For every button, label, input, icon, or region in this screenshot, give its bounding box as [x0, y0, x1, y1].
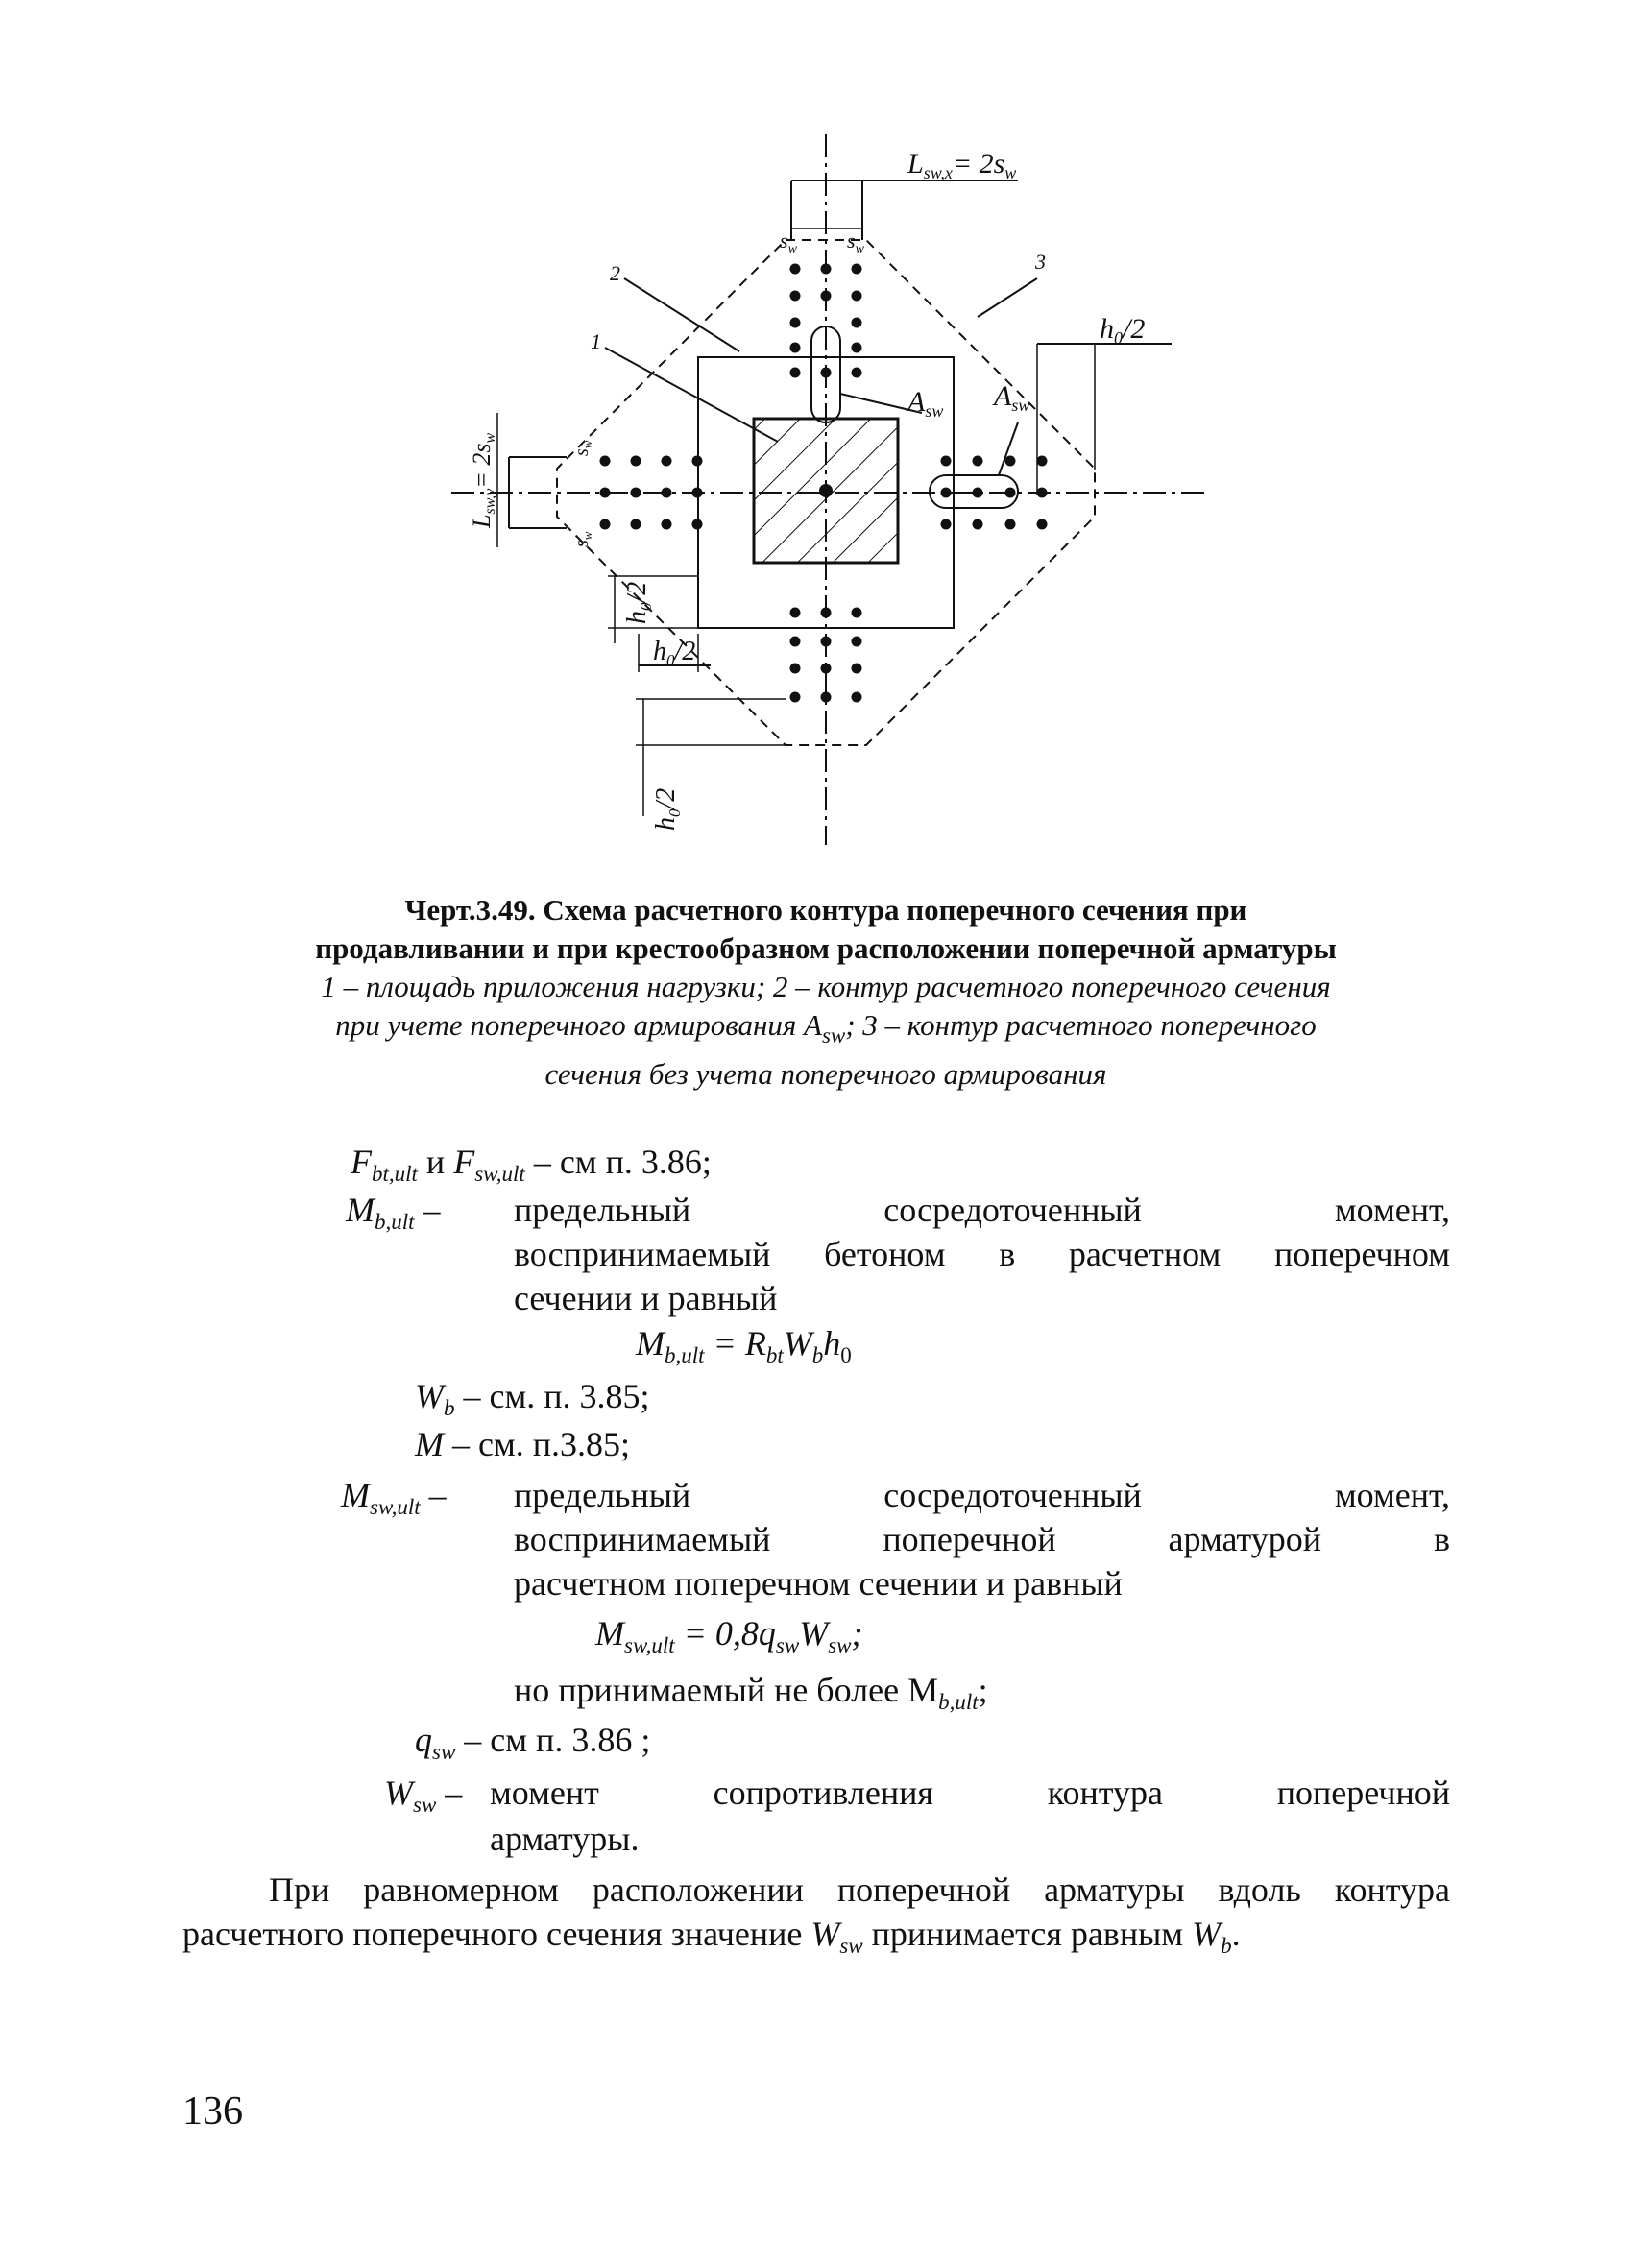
rebar-dot: [1037, 456, 1048, 467]
rebar-dot: [600, 488, 611, 498]
rebar-dot: [1005, 456, 1016, 467]
def-m: M – см. п.3.85;: [415, 1425, 631, 1463]
rebar-dot: [790, 318, 801, 328]
rebar-dot: [973, 519, 983, 530]
rebar-dot: [692, 488, 703, 498]
rebar-dot: [821, 264, 832, 275]
def-wb: $W_b$ – см. п. 3.85;: [415, 1377, 650, 1420]
rebar-dot: [821, 692, 832, 703]
rebar-dot: [973, 456, 983, 467]
def-mb-line-1: предельный сосредоточенный момент,: [514, 1191, 1450, 1229]
punching-scheme-drawing: [423, 125, 1210, 855]
rebar-dot: [821, 608, 832, 618]
rebar-dot: [790, 264, 801, 275]
rebar-dot: [631, 456, 641, 467]
rebar-dot: [852, 608, 862, 618]
rebar-dot: [790, 608, 801, 618]
def-msw-line-3: расчетном поперечном сечении и равный: [514, 1564, 1123, 1603]
label-h0-right: $h_0/2$: [1100, 313, 1146, 348]
rebar-dot: [790, 664, 801, 674]
formula-mb-ult: $M_{b,ult} = R_{bt}W_bh_0$: [636, 1324, 852, 1367]
def-mb-symbol: $M_{b,ult}$ –: [346, 1191, 441, 1234]
def-msw-note: но принимаемый не более $M_{b,ult}$;: [514, 1671, 988, 1714]
rebar-dot: [852, 368, 862, 378]
rebar-dot: [790, 368, 801, 378]
def-fbt-fsw: $F_{bt,ult}$ и $F_{sw,ult}$ – см п. 3.86;: [351, 1143, 712, 1186]
rebar-dot: [852, 692, 862, 703]
def-msw-line-1: предельный сосредоточенный момент,: [514, 1476, 1450, 1514]
rebar-dot: [1005, 488, 1016, 498]
label-lsw-x: $L_{sw,x}= 2s_w$: [907, 148, 1017, 182]
center-point: [819, 484, 833, 497]
def-mb-line-2: воспринимаемый бетоном в расчетном поперечном: [514, 1235, 1450, 1273]
body-paragraph: При равномерном расположении поперечной арматуры вдоль контура расчетного поперечного сечения значение $W_{sw}$ принимается равным $W_b$.: [182, 1870, 1450, 1958]
rebar-dot: [631, 488, 641, 498]
def-msw-symbol: $M_{sw,ult}$ –: [341, 1476, 447, 1519]
label-sw-top-right: $s_w$: [847, 229, 864, 256]
rebar-dot: [852, 664, 862, 674]
rebar-dot: [790, 291, 801, 302]
rebar-dot: [821, 664, 832, 674]
rebar-dot: [852, 318, 862, 328]
label-sw-top-left: $s_w$: [780, 229, 797, 256]
formula-msw-ult: $M_{sw,ult} = 0,8q_{sw}W_{sw}$;: [595, 1614, 863, 1657]
rebar-dot: [941, 488, 952, 498]
rebar-dot: [790, 692, 801, 703]
rebar-dot: [821, 368, 832, 378]
rebar-dot: [790, 637, 801, 647]
rebar-dot: [852, 291, 862, 302]
def-msw-line-2: воспринимаемый поперечной арматурой в: [514, 1520, 1450, 1558]
rebar-dot: [1037, 519, 1048, 530]
label-h0-left-vertical: $h_0/2$: [622, 581, 655, 624]
rebar-dot: [600, 456, 611, 467]
rebar-dot: [852, 637, 862, 647]
label-sw-left-top: $s_w$: [571, 440, 594, 456]
rebar-dot: [600, 519, 611, 530]
figure-punching-contour: [423, 125, 1210, 855]
rebar-dot: [1005, 519, 1016, 530]
label-asw-top: $A_{sw}$: [907, 386, 944, 421]
page-number: 136: [182, 2089, 243, 2134]
caption-legend-line-3: сечения без учета поперечного армирования: [544, 1057, 1107, 1091]
rebar-dot: [662, 488, 672, 498]
rebar-dot: [1037, 488, 1048, 498]
rebar-dot: [941, 519, 952, 530]
def-wsw-symbol: $W_{sw}$ –: [384, 1773, 463, 1817]
label-lsw-y: Lsw,y= 2sw: [468, 432, 498, 528]
caption-legend-line-1: 1 – площадь приложения нагрузки; 2 – контур расчетного поперечного сечения: [321, 970, 1331, 1003]
caption-legend-line-2: при учете поперечного армирования $A_{sw}$; 3 – контур расчетного поперечного: [335, 1008, 1317, 1048]
def-wsw-line-1: момент сопротивления контура поперечной: [490, 1773, 1450, 1812]
rebar-dot: [821, 291, 832, 302]
caption-title-line-2: продавливании и при крестообразном расположении поперечной арматуры: [315, 931, 1337, 965]
caption-title-line-1: Черт.3.49. Схема расчетного контура поперечного сечения при: [404, 893, 1247, 927]
def-qsw: $q_{sw}$ – см п. 3.86 ;: [415, 1721, 651, 1764]
rebar-dot: [631, 519, 641, 530]
def-mb-line-3: сечении и равный: [514, 1279, 778, 1317]
rebar-dot: [821, 637, 832, 647]
def-wsw-line-2: арматуры.: [490, 1820, 640, 1858]
figure-caption: [182, 891, 1469, 1094]
rebar-dot: [692, 519, 703, 530]
label-number-2: 2: [610, 261, 620, 285]
rebar-dot: [852, 264, 862, 275]
rebar-dot: [852, 343, 862, 353]
label-sw-left-bottom: $s_w$: [571, 531, 594, 547]
rebar-dot: [662, 456, 672, 467]
label-h0-left-horizontal: $h_0/2$: [653, 637, 696, 669]
rebar-dot: [692, 456, 703, 467]
label-h0-bottom: $h_0/2$: [651, 787, 684, 831]
label-number-1: 1: [591, 329, 601, 353]
rebar-dot: [662, 519, 672, 530]
rebar-dot: [790, 343, 801, 353]
rebar-dot: [941, 456, 952, 467]
label-asw-right: $A_{sw}$: [994, 380, 1030, 415]
label-number-3: 3: [1035, 250, 1046, 274]
rebar-dot: [973, 488, 983, 498]
